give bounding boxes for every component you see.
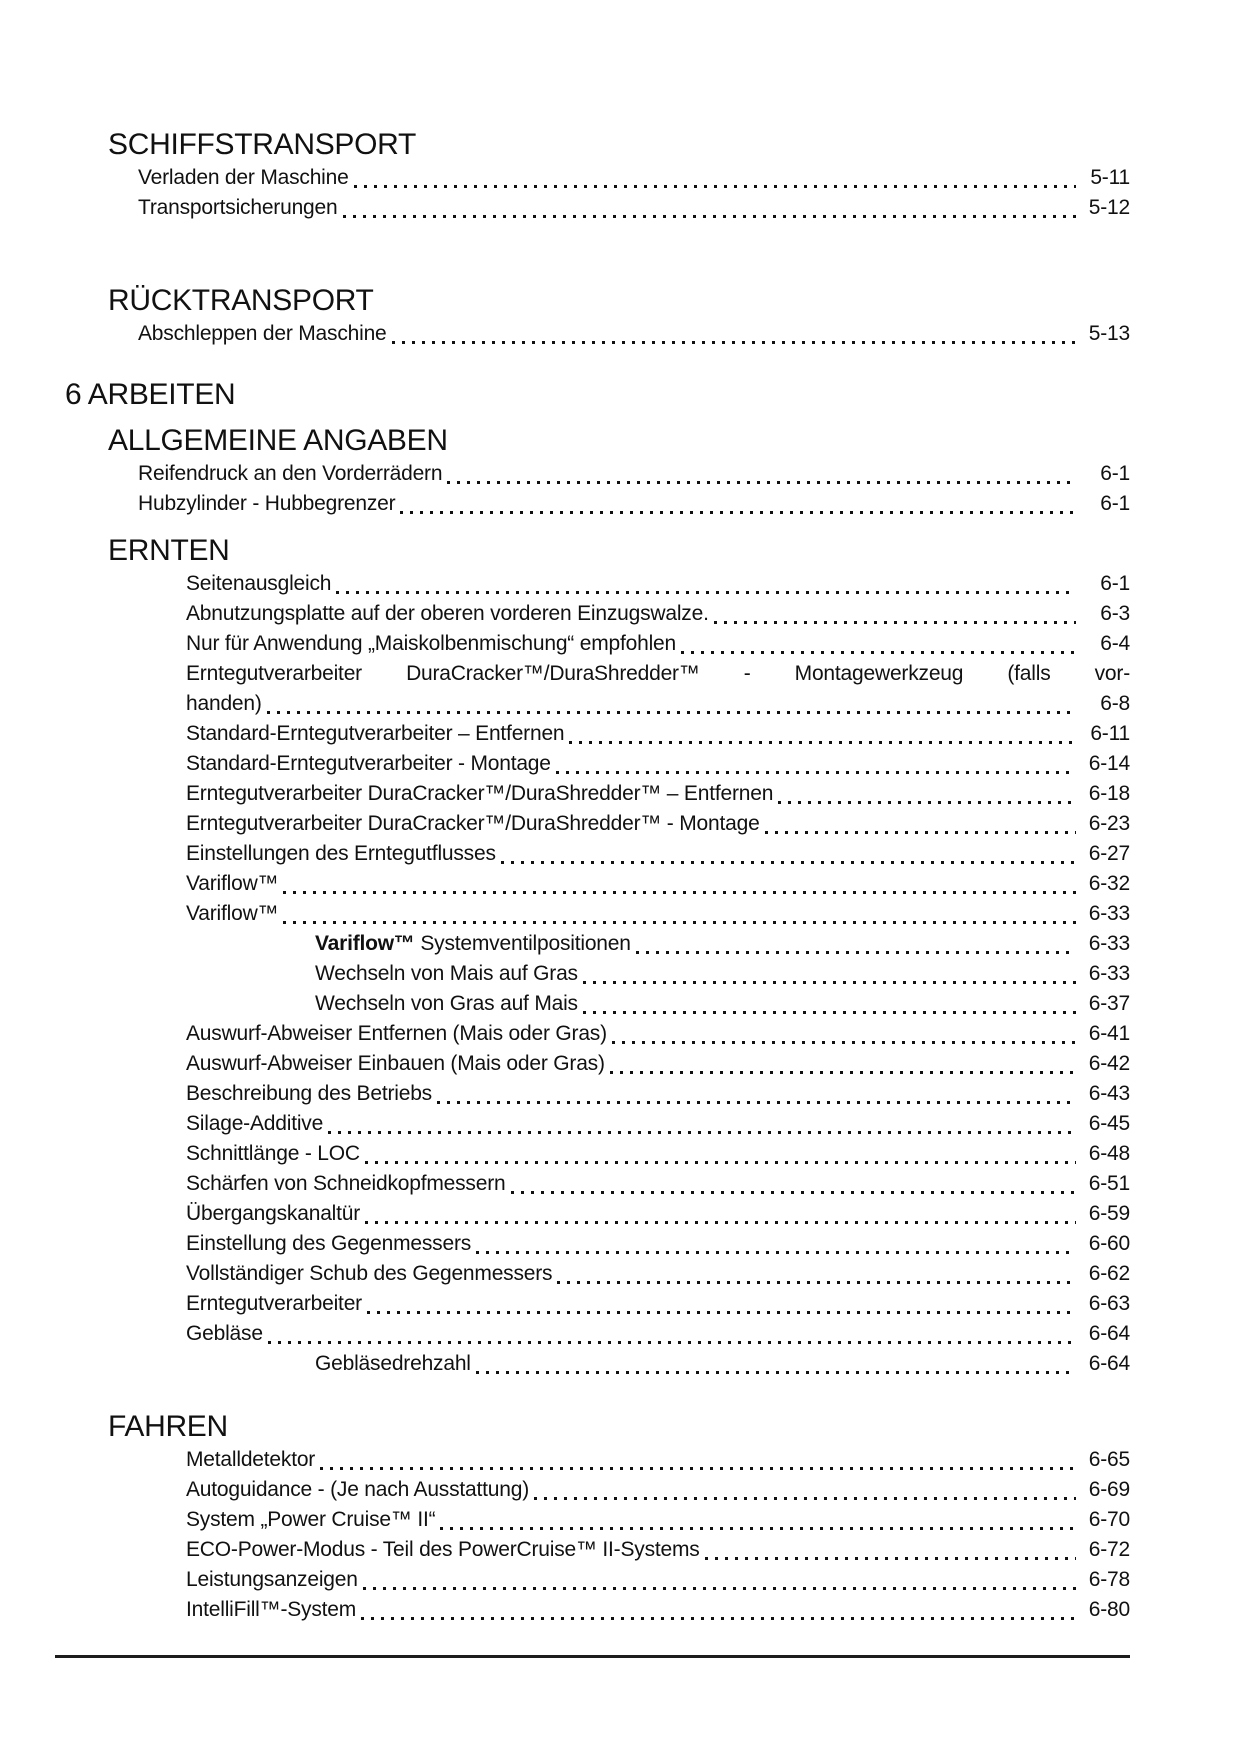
toc-leader-dots	[268, 1341, 1076, 1344]
toc-leader-dots	[336, 591, 1076, 594]
toc-leader-dots	[365, 1161, 1076, 1164]
toc-entry	[55, 719, 1130, 749]
toc-entry-page: 6-14	[1088, 752, 1130, 775]
toc-entry-page: 6-51	[1088, 1172, 1130, 1195]
toc-entry	[55, 929, 1130, 959]
toc-entry	[55, 1535, 1130, 1565]
toc-entry-page: 6-48	[1088, 1142, 1130, 1165]
toc-entry	[55, 1349, 1130, 1379]
toc-entry-label: Beschreibung des Betriebs	[186, 1082, 432, 1105]
toc-entry	[55, 1019, 1130, 1049]
toc-leader-dots	[556, 771, 1076, 774]
toc-entry-label: IntelliFill™-System	[186, 1598, 357, 1621]
toc-leader-dots	[343, 215, 1077, 218]
toc-entry-page: 5-13	[1088, 322, 1130, 345]
toc-entry-label: Gebläsedrehzahl	[315, 1352, 471, 1375]
toc-entry-page: 6-33	[1088, 932, 1130, 955]
toc-entry-page: 6-64	[1088, 1322, 1130, 1345]
toc-leader-dots	[354, 185, 1076, 188]
toc-leader-dots	[440, 1527, 1076, 1530]
toc-entry-label: Variflow™ Systemventilpositionen	[315, 932, 631, 955]
toc-entry-page: 6-1	[1100, 462, 1130, 485]
toc-block	[55, 283, 1130, 349]
toc-entry-label: Schärfen von Schneidkopfmessern	[186, 1172, 506, 1195]
toc-leader-dots	[511, 1191, 1077, 1194]
toc-entry-label: Erntegutverarbeiter DuraCracker™/DuraShredder™ - Montagewerkzeug (falls vor-	[186, 662, 1130, 685]
toc-entry	[55, 1229, 1130, 1259]
toc-entry-page: 6-1	[1100, 492, 1130, 515]
toc-entry-label: Abschleppen der Maschine	[138, 322, 387, 345]
toc-entry-page: 5-12	[1088, 196, 1130, 219]
toc-entry	[55, 319, 1130, 349]
toc-entry-page: 6-45	[1088, 1112, 1130, 1135]
toc-content	[55, 0, 1130, 1658]
toc-entry-label: Transportsicherungen	[138, 196, 338, 219]
toc-entry-label: Einstellung des Gegenmessers	[186, 1232, 472, 1255]
toc-entry-label: ECO-Power-Modus - Teil des PowerCruise™ II-Systems	[186, 1538, 700, 1561]
toc-entry-page: 6-72	[1088, 1538, 1130, 1561]
toc-entry-page: 6-42	[1088, 1052, 1130, 1075]
toc-entry-page: 6-43	[1088, 1082, 1130, 1105]
toc-leader-dots	[765, 831, 1076, 834]
toc-leader-dots	[705, 1557, 1076, 1560]
toc-entry-label: Verladen der Maschine	[138, 166, 349, 189]
toc-entry	[55, 899, 1130, 929]
toc-entry-page: 6-60	[1088, 1232, 1130, 1255]
toc-entry-page: 6-23	[1088, 812, 1130, 835]
toc-leader-dots	[476, 1251, 1076, 1254]
toc-leader-dots	[636, 951, 1076, 954]
toc-entry-label: Erntegutverarbeiter DuraCracker™/DuraShredder™ - Montage	[186, 812, 760, 835]
toc-entry	[55, 1289, 1130, 1319]
toc-leader-dots	[320, 1467, 1076, 1470]
toc-section-heading: ALLGEMEINE ANGABEN	[108, 424, 448, 457]
toc-entry	[55, 839, 1130, 869]
toc-entry	[55, 489, 1130, 519]
toc-entry	[55, 1445, 1130, 1475]
toc-entry-label: Auswurf-Abweiser Einbauen (Mais oder Gras)	[186, 1052, 605, 1075]
toc-leader-dots	[392, 341, 1076, 344]
toc-leader-dots	[400, 511, 1076, 514]
toc-leader-dots	[363, 1587, 1076, 1590]
toc-block	[55, 423, 1130, 519]
toc-entry-page: 6-63	[1088, 1292, 1130, 1315]
toc-entry	[55, 749, 1130, 779]
toc-entry	[55, 1169, 1130, 1199]
toc-entry-label: Standard-Erntegutverarbeiter – Entfernen	[186, 722, 565, 745]
toc-leader-dots	[361, 1617, 1076, 1620]
toc-leader-dots	[365, 1221, 1076, 1224]
toc-entry-page: 6-65	[1088, 1448, 1130, 1471]
toc-leader-dots	[583, 1011, 1076, 1014]
toc-entry-label: Gebläse	[186, 1322, 263, 1345]
toc-leader-dots	[283, 921, 1076, 924]
toc-leader-dots	[714, 621, 1076, 624]
toc-entry-page: 6-4	[1100, 632, 1130, 655]
toc-entry	[55, 459, 1130, 489]
toc-section-heading: ERNTEN	[108, 534, 230, 567]
toc-entry-page: 5-11	[1090, 166, 1130, 189]
toc-entry	[55, 1139, 1130, 1169]
toc-entry-label: Auswurf-Abweiser Entfernen (Mais oder Gras)	[186, 1022, 607, 1045]
toc-entry-page: 6-3	[1100, 602, 1130, 625]
toc-entry-page: 6-59	[1088, 1202, 1130, 1225]
toc-section-heading: FAHREN	[108, 1410, 228, 1443]
toc-leader-dots	[437, 1101, 1076, 1104]
toc-section-heading: SCHIFFSTRANSPORT	[108, 128, 417, 161]
toc-entry	[55, 989, 1130, 1019]
toc-entry-page: 6-33	[1088, 902, 1130, 925]
toc-entry-label: Silage-Additive	[186, 1112, 324, 1135]
toc-entry	[55, 1049, 1130, 1079]
toc-leader-dots	[778, 801, 1076, 804]
toc-leader-dots	[557, 1281, 1076, 1284]
toc-block	[55, 1409, 1130, 1625]
toc-entry	[55, 599, 1130, 629]
toc-entry-label: Erntegutverarbeiter	[186, 1292, 362, 1315]
toc-leader-dots	[367, 1311, 1076, 1314]
toc-entry	[55, 809, 1130, 839]
footer-rule	[55, 1655, 1130, 1658]
toc-section-heading: RÜCKTRANSPORT	[108, 284, 374, 317]
toc-leader-dots	[534, 1497, 1076, 1500]
toc-entry-label: Wechseln von Gras auf Mais	[315, 992, 578, 1015]
toc-leader-dots	[612, 1041, 1076, 1044]
toc-entry-label: Erntegutverarbeiter DuraCracker™/DuraShredder™ – Entfernen	[186, 782, 774, 805]
toc-entry-page: 6-80	[1088, 1598, 1130, 1621]
toc-entry-label: Nur für Anwendung „Maiskolbenmischung“ empfohlen	[186, 632, 677, 655]
toc-entry-label: Variflow™	[186, 872, 279, 895]
toc-entry-page: 6-64	[1088, 1352, 1130, 1375]
toc-entry	[55, 1319, 1130, 1349]
toc-entry-label: Reifendruck an den Vorderrädern	[138, 462, 443, 485]
toc-entry	[55, 1199, 1130, 1229]
toc-entry-page: 6-37	[1088, 992, 1130, 1015]
toc-leader-dots	[283, 891, 1076, 894]
toc-entry-label: Vollständiger Schub des Gegenmessers	[186, 1262, 553, 1285]
toc-block	[55, 127, 1130, 223]
toc-list	[55, 127, 1130, 1625]
toc-leader-dots	[328, 1131, 1076, 1134]
toc-entry-page: 6-27	[1088, 842, 1130, 865]
toc-entry-label: Schnittlänge - LOC	[186, 1142, 360, 1165]
toc-entry-label: Metalldetektor	[186, 1448, 316, 1471]
toc-entry-label: Standard-Erntegutverarbeiter - Montage	[186, 752, 551, 775]
toc-block	[55, 377, 1130, 413]
toc-entry-page: 6-41	[1088, 1022, 1130, 1045]
toc-entry	[55, 629, 1130, 659]
toc-entry	[55, 959, 1130, 989]
toc-entry	[55, 1505, 1130, 1535]
toc-entry-page: 6-70	[1088, 1508, 1130, 1531]
toc-entry-page: 6-18	[1088, 782, 1130, 805]
toc-leader-dots	[267, 711, 1076, 714]
toc-entry	[55, 1565, 1130, 1595]
toc-leader-dots	[610, 1071, 1076, 1074]
toc-entry	[55, 1595, 1130, 1625]
toc-entry-page: 6-1	[1100, 572, 1130, 595]
toc-entry-page: 6-78	[1088, 1568, 1130, 1591]
toc-entry	[55, 1109, 1130, 1139]
toc-entry-label: Abnutzungsplatte auf der oberen vorderen Einzugswalze.	[186, 602, 709, 625]
toc-leader-dots	[681, 651, 1076, 654]
toc-entry	[55, 1475, 1130, 1505]
toc-entry-label: Hubzylinder - Hubbegrenzer	[138, 492, 396, 515]
toc-entry-page: 6-33	[1088, 962, 1130, 985]
toc-block	[55, 533, 1130, 1379]
toc-entry	[55, 569, 1130, 599]
toc-leader-dots	[447, 481, 1076, 484]
toc-entry	[55, 869, 1130, 899]
toc-entry	[55, 1259, 1130, 1289]
toc-chapter-heading: 6 ARBEITEN	[65, 378, 236, 411]
toc-entry-label: Leistungsanzeigen	[186, 1568, 358, 1591]
toc-entry-page: 6-62	[1088, 1262, 1130, 1285]
toc-entry	[55, 779, 1130, 809]
toc-entry	[55, 193, 1130, 223]
toc-entry	[55, 689, 1130, 719]
toc-entry-page: 6-32	[1088, 872, 1130, 895]
toc-entry-label: Wechseln von Mais auf Gras	[315, 962, 578, 985]
toc-entry	[55, 1079, 1130, 1109]
toc-entry-label: Seitenausgleich	[186, 572, 332, 595]
toc-entry-label: Variflow™	[186, 902, 279, 925]
toc-entry-label: Einstellungen des Erntegutflusses	[186, 842, 496, 865]
toc-leader-dots	[583, 981, 1076, 984]
toc-leader-dots	[476, 1371, 1076, 1374]
toc-entry-label: handen)	[186, 692, 262, 715]
toc-leader-dots	[501, 861, 1076, 864]
toc-leader-dots	[569, 741, 1076, 744]
toc-entry-label: Autoguidance - (Je nach Ausstattung)	[186, 1478, 530, 1501]
toc-entry-label-bold: Variflow™	[315, 932, 415, 955]
toc-entry-page: 6-11	[1090, 722, 1130, 745]
toc-entry-label: System „Power Cruise™ II“	[186, 1508, 436, 1531]
toc-entry-label: Übergangskanaltür	[186, 1202, 361, 1225]
toc-entry-page: 6-69	[1088, 1478, 1130, 1501]
toc-entry	[55, 163, 1130, 193]
toc-entry-page: 6-8	[1100, 692, 1130, 715]
